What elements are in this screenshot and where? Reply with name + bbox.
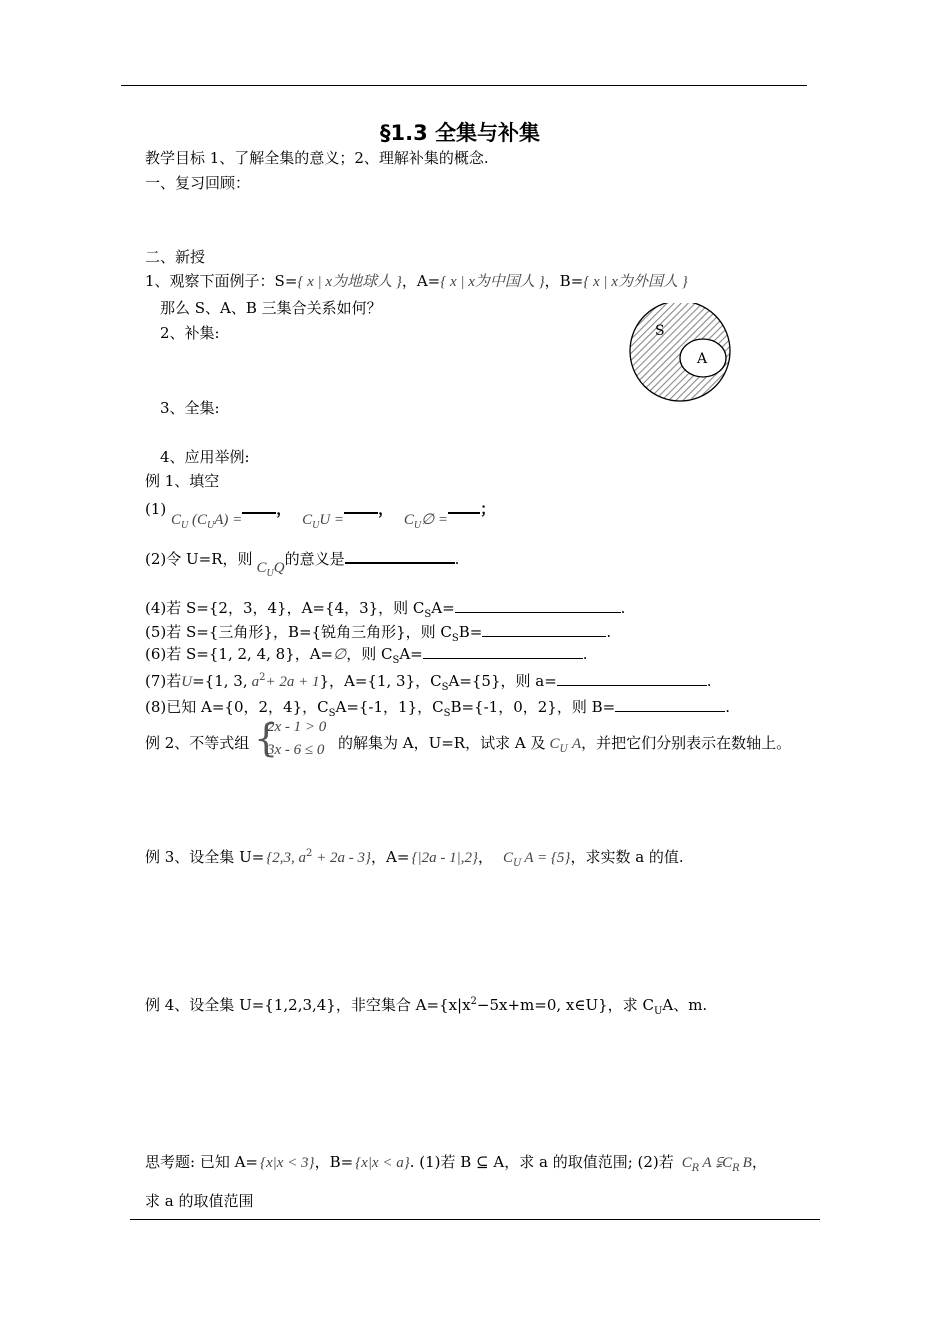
item-1-question: 那么 S、A、B 三集合关系如何？ xyxy=(160,299,382,317)
venn-diagram xyxy=(624,303,736,403)
item-3-universal: 3、全集: xyxy=(160,399,220,417)
q5-blank[interactable] xyxy=(482,622,606,637)
q1-label: (1) xyxy=(145,500,167,518)
example-1-q7: (7)若U={1, 3, $a^2+ 2a + 1$}，A={1, 3}，$C_SA=\{5\}$，则 a= . xyxy=(145,672,712,693)
teaching-objective: 教学目标 1、了解全集的意义；2、理解补集的概念. xyxy=(145,149,489,167)
page-title: §1.3 全集与补集 xyxy=(380,121,541,145)
thinking-question: 思考题: 已知 A= {x|x < 3}，B= {x|x < a}. (1)若 B ⊆ A，求 a 的取值范围; (2)若 $C_R$ A $⫋C_R$ B， xyxy=(145,1153,767,1174)
inequality-line-1: 2x - 1 > 0 xyxy=(267,719,327,735)
inequality-line-2: 3x - 6 ≤ 0 xyxy=(267,742,325,758)
q1-expr-2: $C_UU$ = xyxy=(302,512,345,531)
example-4: 例 4、设全集 U={1,2,3,4}，非空集合 $A=\{x|x^2-5x+m=0$, x∈U}，求 $C_UA$、m. xyxy=(145,996,708,1017)
item-2-complement: 2、补集: xyxy=(160,324,220,342)
top-rule xyxy=(121,85,807,86)
q6-blank[interactable] xyxy=(423,644,583,659)
item-1-prefix: 1、观察下面例子：S= xyxy=(145,272,298,290)
set-b: { x | x为外国人 } xyxy=(583,274,688,290)
section-review: 一、复习回顾： xyxy=(145,174,251,192)
example-1-q1: (1) $C_U$ $(C_UA)$ =， $C_UU$ =， $C_U\emptyset$ =； xyxy=(145,500,496,531)
inequality-brace: { xyxy=(254,716,279,760)
example-3: 例 3、设全集 U= {2,3, $a^2 + 2a - 3$}，A= {|2a - 1|,2}， $C_U$ A = {5}，求实数 a 的值. xyxy=(145,848,684,869)
example-1-q2: (2)令 U=R，则 $C_UQ$的意义是 . xyxy=(145,550,460,579)
item-1-mid-b: ，B= xyxy=(544,272,584,290)
item-4-examples: 4、应用举例: xyxy=(160,448,250,466)
set-s: { x | x为地球人 } xyxy=(297,274,402,290)
section-new: 二、新授 xyxy=(145,248,206,266)
thinking-question-line-2: 求 a 的取值范围 xyxy=(145,1192,254,1210)
q1-expr-3: $C_U\emptyset$ = xyxy=(403,512,449,531)
q1-blank-3[interactable] xyxy=(448,500,480,514)
example-2-rest: 的解集为 A，U=R，试求 A 及 $C_U$ A，并把它们分别表示在数轴上。 xyxy=(338,734,792,755)
venn-label-s: S xyxy=(655,323,665,339)
q1-blank-1[interactable] xyxy=(242,500,276,514)
example-1-q6: (6)若 S={1, 2, 4, 8}，A=∅，则 $C_SA=$ . xyxy=(145,645,588,666)
q1-expr-1: $C_U$ $(C_UA)$ = xyxy=(171,512,243,531)
q4-blank[interactable] xyxy=(455,598,621,613)
example-1-q8: (8)已知 A={0，2，4}，$C_SA=\{-1$，1}，$C_SB=\{-1$，0，2}，则 B= . xyxy=(145,698,731,719)
example-1-q5: (5)若 S={三角形}，B={锐角三角形}，则 $C_SB=$ . xyxy=(145,623,612,644)
item-1-mid-a: ，A= xyxy=(401,272,441,290)
venn-label-a: A xyxy=(697,351,708,367)
set-a: { x | x为中国人 } xyxy=(440,274,545,290)
example-1-q4: (4)若 S={2，3，4}，A={4，3}，则 $C_SA=$ . xyxy=(145,599,626,620)
bottom-rule xyxy=(130,1219,820,1220)
q7-blank[interactable] xyxy=(557,671,707,686)
item-1 xyxy=(145,270,688,291)
q8-blank[interactable] xyxy=(615,697,725,712)
q1-blank-2[interactable] xyxy=(344,500,378,514)
example-1-title: 例 1、填空 xyxy=(145,472,220,490)
q2-blank[interactable] xyxy=(345,550,455,564)
example-2: 例 2、不等式组 xyxy=(145,734,250,752)
